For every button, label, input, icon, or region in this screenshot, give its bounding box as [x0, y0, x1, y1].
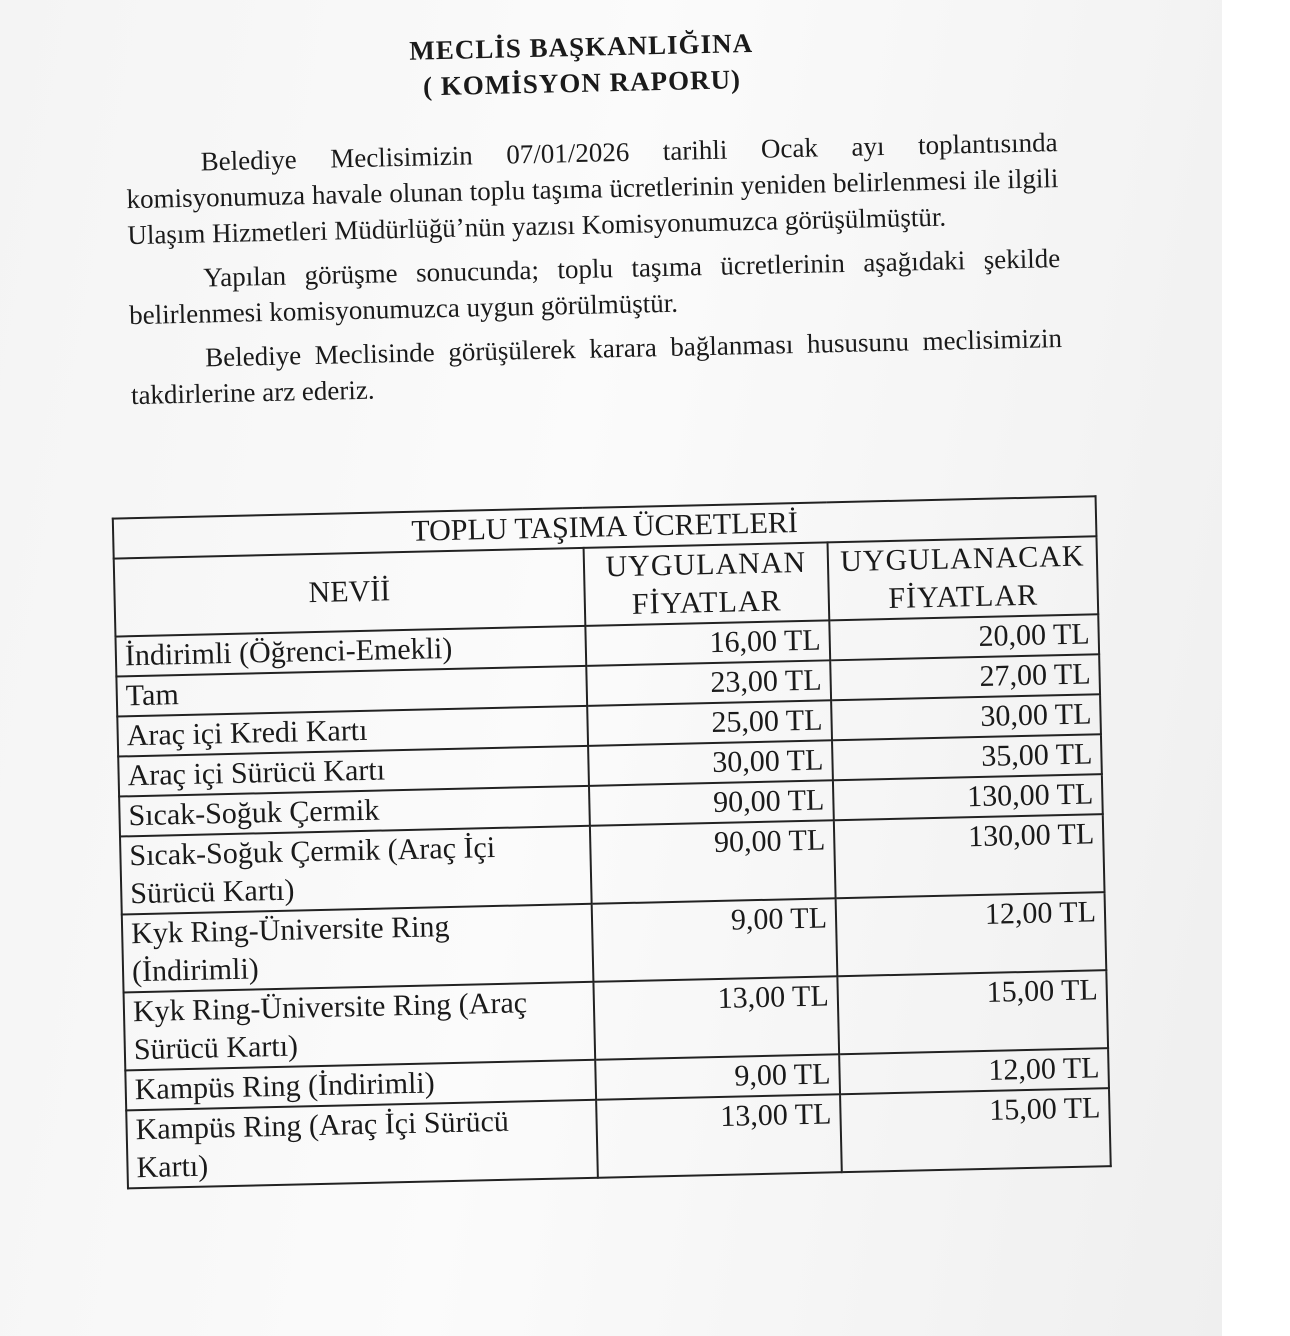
fare-current: 9,00 TL: [595, 1054, 840, 1100]
fare-current: 13,00 TL: [596, 1094, 842, 1178]
table-title: TOPLU TAŞIMA ÜCRETLERİ: [113, 496, 1097, 558]
fare-new: 15,00 TL: [837, 970, 1108, 1054]
fare-current: 16,00 TL: [585, 620, 830, 666]
fare-new: 27,00 TL: [830, 654, 1100, 700]
fare-new: 130,00 TL: [834, 814, 1105, 898]
fare-current: 23,00 TL: [586, 660, 831, 706]
fare-name: Kampüs Ring (Araç İçi Sürücü Kartı): [126, 1100, 597, 1189]
fare-name: Kampüs Ring (İndirimli): [125, 1060, 596, 1111]
fare-name: Araç içi Sürücü Kartı: [118, 746, 589, 797]
fare-new: 12,00 TL: [839, 1048, 1109, 1094]
fare-new: 12,00 TL: [836, 892, 1107, 976]
page-margin-strip: [1222, 0, 1290, 1336]
document-subtitle: ( KOMİSYON RAPORU): [422, 64, 742, 102]
fare-new: 35,00 TL: [832, 734, 1102, 780]
paragraph-1: Belediye Meclisimizin 07/01/2026 tarihli Ocak ayı toplantısında komisyonumuza havale olunan toplu taşıma ücretlerinin yeniden belirlenmesi ile ilgili Ulaşım Hizmetleri Müdürlüğü’nün yazısı Komisyonumuzca görüşülmüştür.: [126, 127, 1059, 251]
fare-new: 15,00 TL: [840, 1088, 1111, 1172]
fare-current: 90,00 TL: [590, 820, 836, 904]
fare-new: 130,00 TL: [833, 774, 1103, 820]
header-current-prices: UYGULANAN FİYATLAR: [583, 542, 829, 626]
fare-new: 20,00 TL: [829, 614, 1099, 660]
paragraph-2: Yapılan görüşme sonucunda; toplu taşıma ücretlerinin aşağıdaki şekilde belirlenmesi komisyonumuzca uygun görülmüştür.: [128, 243, 1061, 331]
fare-name: Sıcak-Soğuk Çermik: [119, 786, 590, 837]
document-title: MECLİS BAŞKANLIĞINA: [408, 27, 754, 66]
fare-current: 13,00 TL: [593, 976, 839, 1060]
fare-name: Araç içi Kredi Kartı: [117, 706, 588, 757]
fare-table: [112, 495, 1112, 1189]
fare-name: İndirimli (Öğrenci-Emekli): [115, 626, 586, 677]
fare-name: Tam: [116, 666, 587, 717]
document-heading: [381, 24, 783, 105]
report-body: [125, 124, 1063, 413]
paragraph-3: Belediye Meclisinde görüşülerek karara bağlanması hususunu meclisimizin takdirlerine arz ederiz.: [130, 322, 1063, 411]
fare-name: Sıcak-Soğuk Çermik (Araç İçi Sürücü Kartı): [120, 826, 591, 915]
fare-current: 90,00 TL: [589, 780, 834, 826]
fare-new: 30,00 TL: [831, 694, 1101, 740]
fare-name: Kyk Ring-Üniversite Ring (Araç Sürücü Kartı): [124, 982, 595, 1071]
header-type: NEVİİ: [114, 548, 585, 637]
header-new-prices: UYGULANACAK FİYATLAR: [827, 536, 1098, 620]
fare-current: 30,00 TL: [588, 740, 833, 786]
fare-current: 25,00 TL: [587, 700, 832, 746]
fare-name: Kyk Ring-Üniversite Ring (İndirimli): [122, 904, 593, 993]
fare-current: 9,00 TL: [591, 898, 837, 982]
